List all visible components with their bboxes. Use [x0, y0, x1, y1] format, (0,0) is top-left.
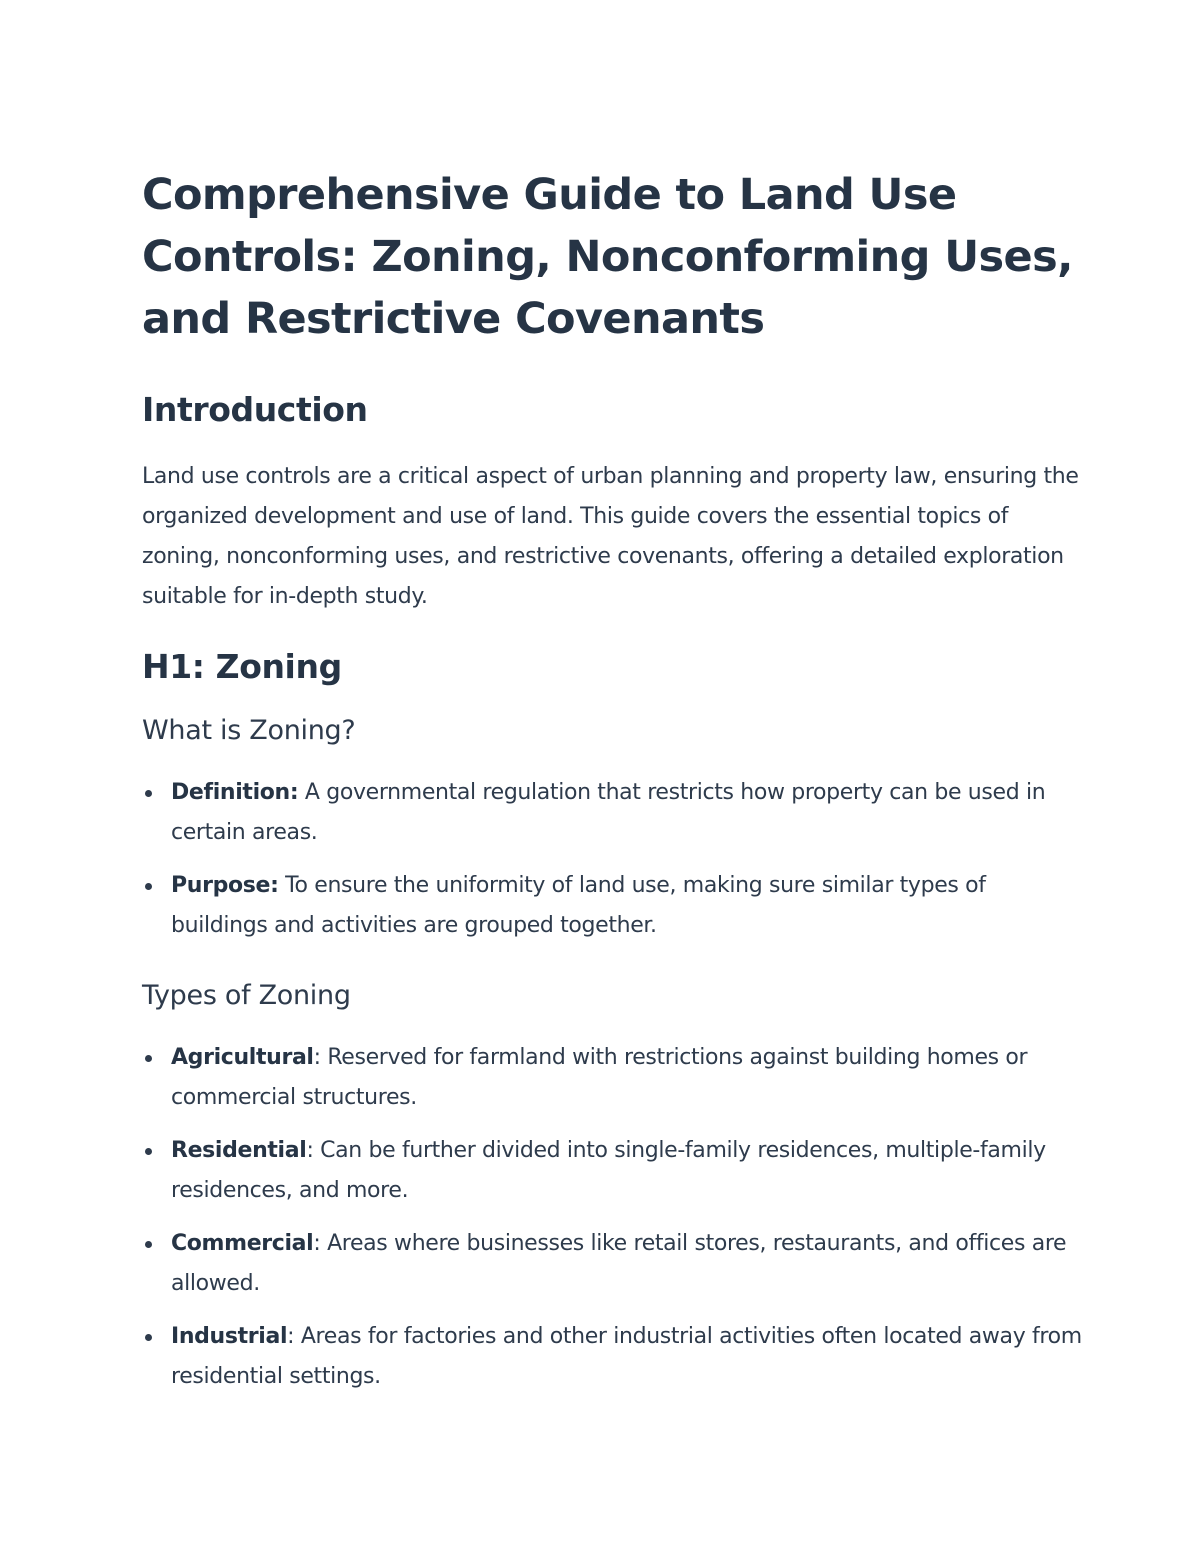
list-item-agricultural [142, 1038, 1082, 1118]
term-label: Agricultural [171, 1045, 314, 1070]
term-label: Residential [171, 1138, 307, 1163]
list-item-residential [142, 1131, 1082, 1211]
list-item-definition [142, 773, 1082, 853]
term-description: A governmental regulation that restricts how property can be used in certain areas. [171, 780, 1046, 845]
list-item-purpose [142, 866, 1082, 946]
document-title: Comprehensive Guide to Land Use Controls: Zoning, Nonconforming Uses, and Restrictive Covenants [142, 170, 1073, 344]
introduction-heading: Introduction [142, 390, 368, 429]
term-description: : Can be further divided into single-family residences, multiple-family residences, and more. [171, 1138, 1046, 1203]
term-description: : Areas for factories and other industrial activities often located away from residential settings. [171, 1324, 1082, 1389]
what-is-zoning-list [142, 773, 1082, 946]
term-description: To ensure the uniformity of land use, making sure similar types of buildings and activities are grouped together. [171, 873, 986, 938]
types-of-zoning-heading: Types of Zoning [142, 980, 351, 1011]
list-item-industrial [142, 1317, 1082, 1397]
term-label: Definition: [171, 780, 299, 805]
what-is-zoning-heading: What is Zoning? [142, 715, 356, 746]
list-item-commercial [142, 1224, 1082, 1304]
introduction-paragraph: Land use controls are a critical aspect of urban planning and property law, ensuring the organized development and use of land. This guide covers the essential topics of zoning, nonconforming uses, and restrictive covenants, offering a detailed exploration suitable for in-depth study. [142, 464, 1079, 609]
zoning-heading: H1: Zoning [142, 647, 342, 686]
document-page [142, 164, 1082, 1410]
term-description: : Reserved for farmland with restrictions against building homes or commercial structures. [171, 1045, 1028, 1110]
term-label: Commercial [171, 1231, 314, 1256]
types-of-zoning-list [142, 1038, 1082, 1397]
term-label: Purpose: [171, 873, 279, 898]
term-label: Industrial [171, 1324, 288, 1349]
term-description: : Areas where businesses like retail stores, restaurants, and offices are allowed. [171, 1231, 1067, 1296]
